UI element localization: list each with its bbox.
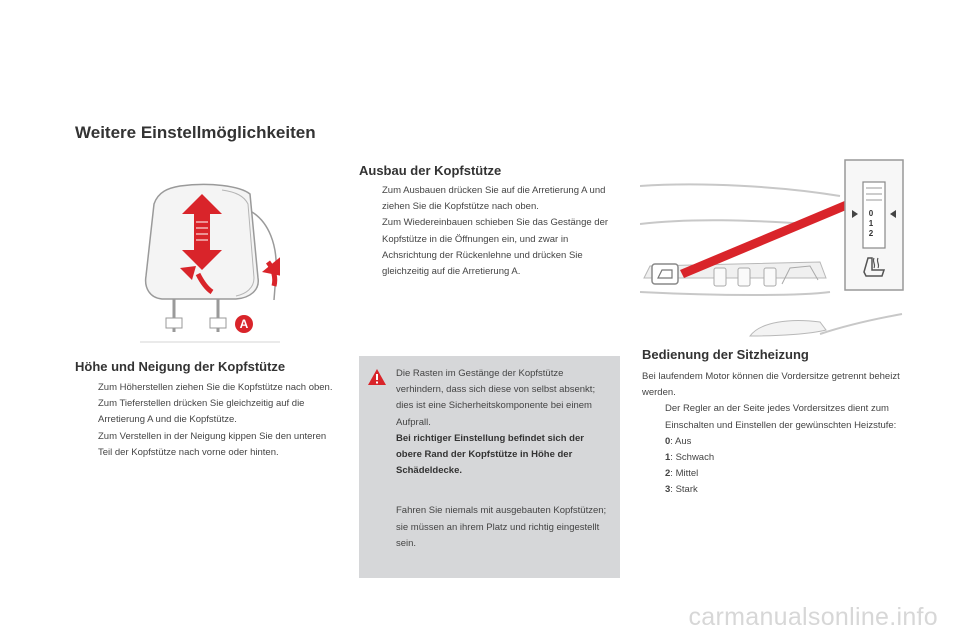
heat-level-label: : Schwach	[670, 452, 715, 464]
heat-level-label: : Mittel	[670, 468, 699, 480]
heat-level-num: 2	[665, 468, 671, 480]
heat-level-label: : Aus	[670, 435, 692, 447]
lock-a-label: A	[239, 317, 249, 331]
heat-level-num: 1	[665, 452, 671, 464]
headrest-illustration	[140, 182, 280, 347]
warning-icon	[367, 368, 387, 386]
list-item	[359, 183, 621, 215]
watermark: carmanualsonline.info	[688, 603, 938, 631]
list-item-text: Zum Verstellen in der Neigung kippen Sie den unteren Teil der Kopfstütze nach vorne oder hinten.	[98, 430, 327, 458]
list-item-text: Zum Ausbauen drücken Sie auf die Arretierung A und ziehen Sie die Kopfstütze nach oben.	[382, 185, 606, 213]
list-item-text: Zum Tieferstellen drücken Sie gleichzeitig auf die Arretierung A und die Kopfstütze.	[98, 398, 305, 426]
list-item	[359, 215, 621, 280]
list-item-text: Zum Höherstellen ziehen Sie die Kopfstütze nach oben.	[98, 382, 333, 393]
headrest-removal-list	[359, 183, 621, 280]
dial-number: 2	[868, 229, 874, 238]
headrest-removal-title: Ausbau der Kopfstütze	[359, 163, 502, 178]
dial-number: 1	[868, 219, 874, 228]
heat-level-list	[642, 434, 904, 499]
heat-level-num: 3	[665, 484, 671, 496]
warning-paragraph: Die Rasten im Gestänge der Kopfstütze verhindern, dass sich diese von selbst absenkt; dies ist eine Sicherheitskomponente bei einem Aufprall.	[396, 368, 596, 428]
headrest-height-list	[75, 380, 337, 461]
list-item-text: Zum Wiedereinbauen schieben Sie das Gestänge der Kopfstütze in die Öffnungen ein, und zwar in Achsrichtung der Rückenlehne und drücken Sie gleichzeitig auf die Arretierung A.	[382, 217, 609, 278]
heat-level	[665, 482, 904, 498]
list-item	[75, 396, 337, 428]
heat-level	[665, 434, 904, 450]
list-item	[642, 401, 904, 433]
warning-box	[359, 356, 620, 578]
heat-dial-numbers	[865, 209, 877, 239]
seat-heating-illustration	[640, 158, 905, 340]
warning-text	[396, 366, 608, 552]
warning-paragraph-2: Fahren Sie niemals mit ausgebauten Kopfstützen; sie müssen an ihrem Platz und richtig eingestellt sein.	[396, 505, 607, 549]
heat-level	[665, 466, 904, 482]
list-item	[75, 429, 337, 461]
page-title: Weitere Einstellmöglichkeiten	[75, 123, 316, 142]
seat-heating-intro: Bei laufendem Motor können die Vordersitze getrennt beheizt werden.	[642, 371, 900, 399]
dial-number: 0	[868, 209, 874, 218]
seat-heating-title: Bedienung der Sitzheizung	[642, 347, 809, 362]
list-item	[75, 380, 337, 396]
warning-paragraph-bold: Bei richtiger Einstellung befindet sich der obere Rand der Kopfstütze in Höhe der Schädeldecke.	[396, 432, 584, 477]
heat-level-label: : Stark	[670, 484, 698, 496]
heat-level	[665, 450, 904, 466]
seat-heating-body	[642, 369, 904, 499]
heat-level-num: 0	[665, 435, 671, 447]
headrest-height-title: Höhe und Neigung der Kopfstütze	[75, 359, 286, 374]
list-item-text: Der Regler an der Seite jedes Vordersitzes dient zum Einschalten und Einstellen der gewünschten Heizstufe:	[665, 403, 897, 431]
